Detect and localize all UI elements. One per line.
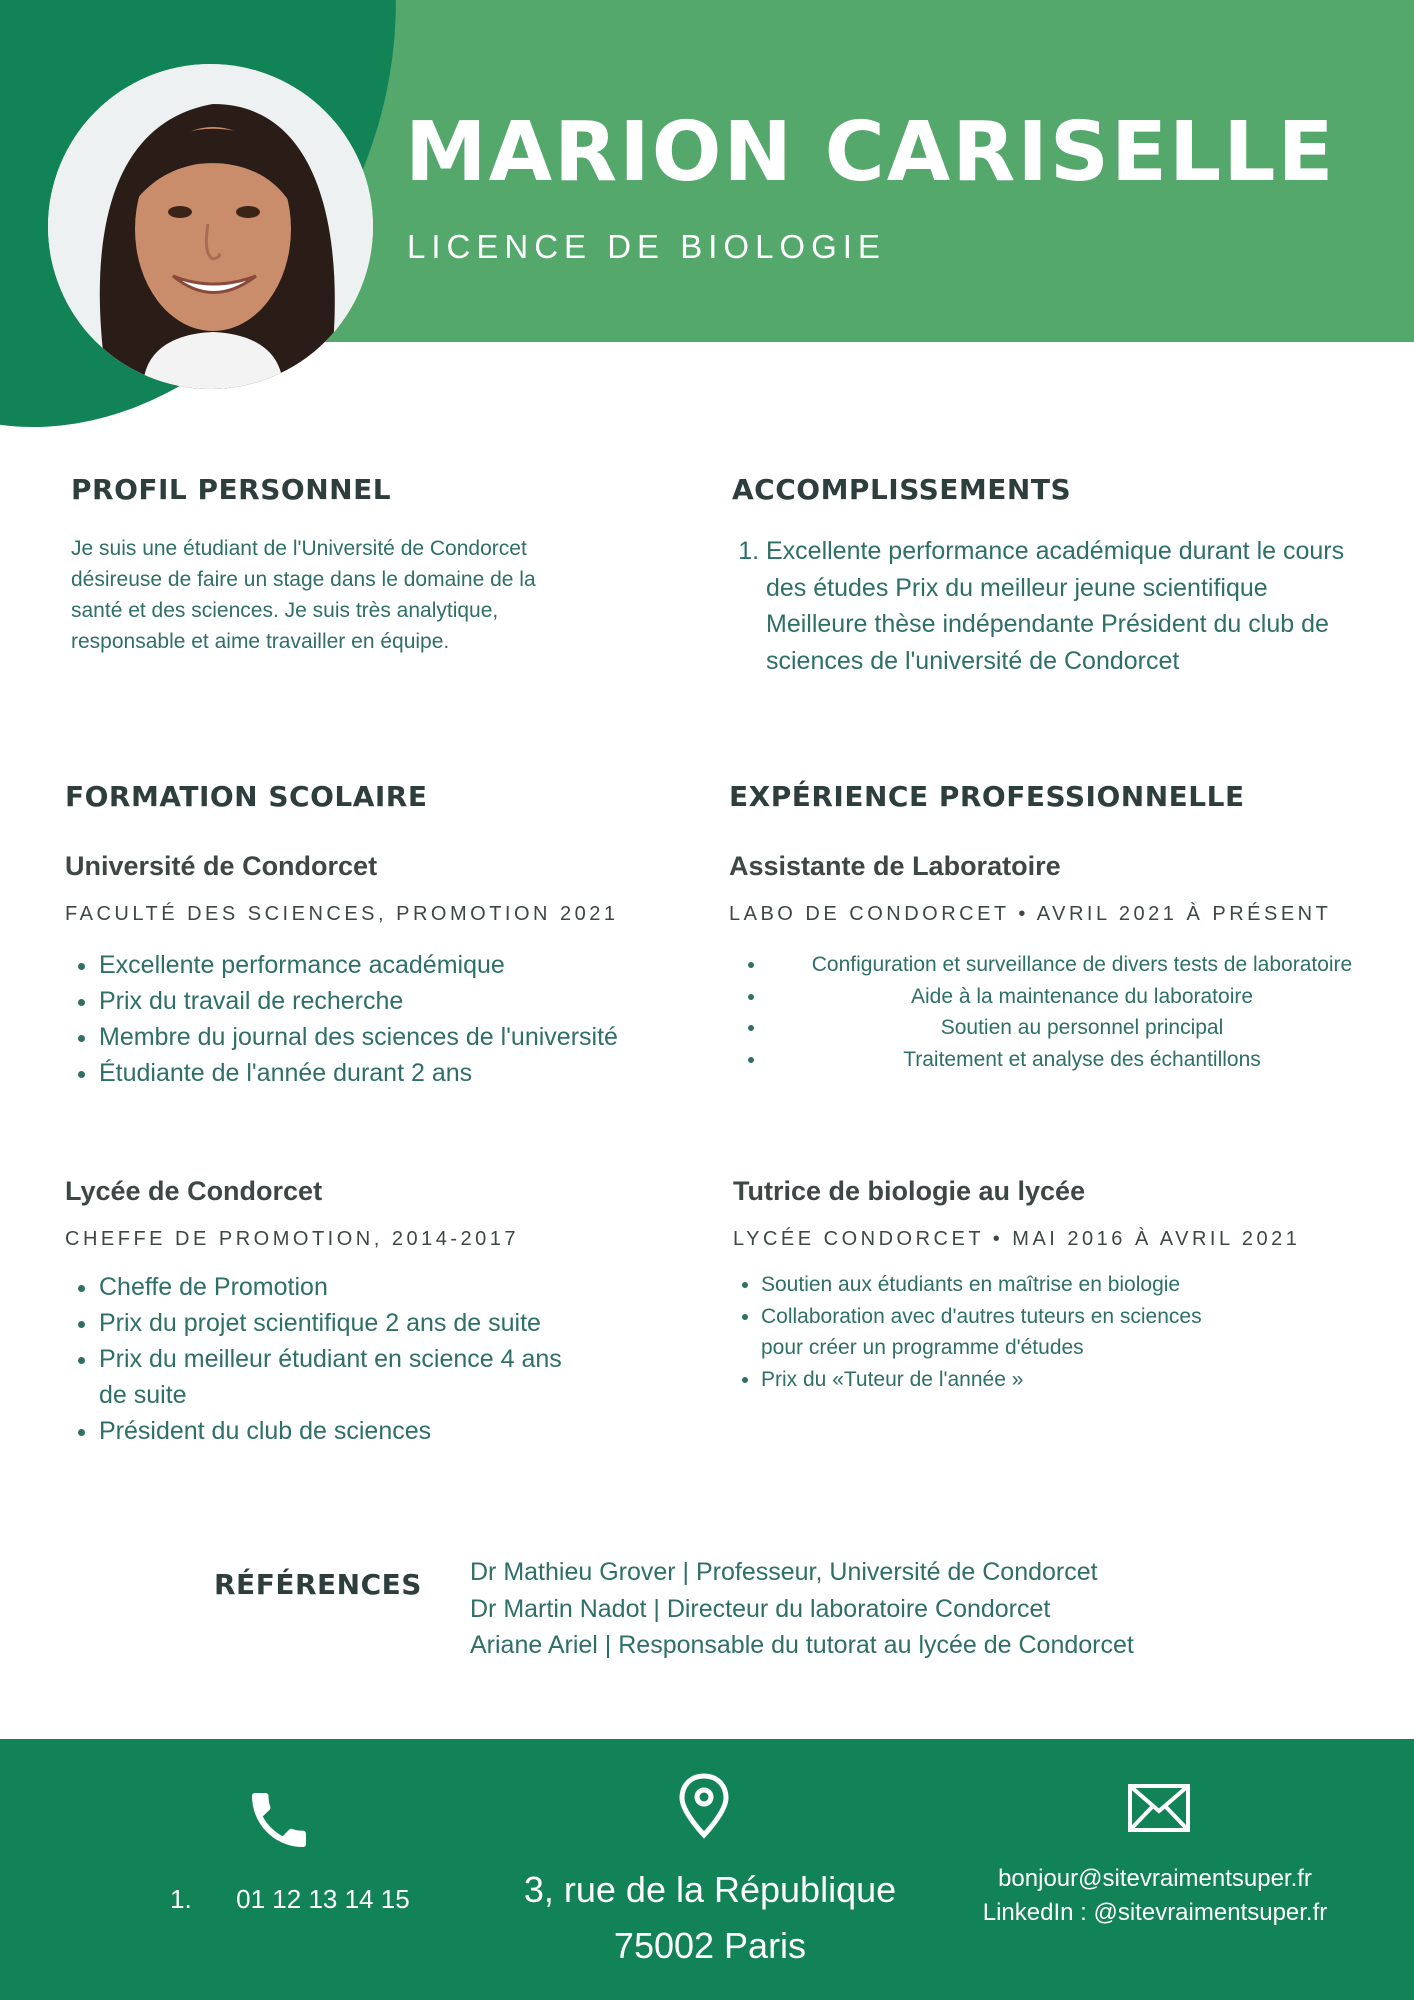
reference-line: Dr Martin Nadot | Directeur du laboratoire Condorcet [470,1594,1051,1623]
reference-line: Dr Mathieu Grover | Professeur, Université de Condorcet [470,1558,1098,1586]
accomplishment-item: 1. Excellente performance académique durant le cours des études Prix du meilleur jeune scientifique Meilleure thèse indépendante Président du club de sciences de l'université de Condorcet [766,533,1356,679]
accomplishments-list [730,533,1356,679]
list-item: • Soutien aux étudiants en maîtrise en biologie [761,1269,1231,1301]
list-item: • Étudiante de l'année durant 2 ans [99,1055,719,1091]
education-list [65,947,719,1091]
address-street: 3, rue de la République [523,1869,897,1910]
profile-heading: PROFIL PERSONNEL [71,473,392,506]
linkedin-link[interactable]: LinkedIn : @sitevraimentsuper.fr [982,1899,1328,1926]
address-block [460,1862,960,1974]
envelope-icon [1127,1783,1191,1833]
phone-line [170,1884,410,1915]
experience-meta: LYCÉE CONDORCET • MAI 2016 À AVRIL 2021 [733,1228,1301,1250]
email-link[interactable]: bonjour@sitevraimentsuper.fr [998,1865,1312,1892]
education-meta: CHEFFE DE PROMOTION, 2014-2017 [65,1228,519,1250]
education-school: Lycée de Condorcet [65,1176,323,1206]
contact-online [950,1862,1360,1930]
phone-icon [243,1784,315,1856]
education-school: Université de Condorcet [65,851,378,881]
phone-index: 1. [170,1884,192,1914]
profile-text: Je suis une étudiant de l'Université de Condorcet désireuse de faire un stage dans le domaine de la santé et des sciences. Je suis très analytique, responsable et aime travailler en équipe. [71,537,536,653]
portrait-illustration [48,64,373,389]
location-pin-icon [678,1772,730,1840]
list-item: • Membre du journal des sciences de l'université [99,1019,719,1055]
experience-role: Assistante de Laboratoire [729,851,1061,881]
list-item: • Président du club de sciences [99,1413,569,1449]
experience-list [733,949,1397,1075]
address-city: 75002 Paris [613,1925,807,1966]
experience-heading: EXPÉRIENCE PROFESSIONNELLE [729,780,1245,813]
experience-meta: LABO DE CONDORCET • AVRIL 2021 À PRÉSENT [729,903,1332,925]
list-item: • Configuration et surveillance de divers tests de laboratoire [767,949,1397,981]
accomplishments-heading: ACCOMPLISSEMENTS [732,473,1072,506]
list-item: • Traitement et analyse des échantillons [767,1044,1397,1076]
candidate-name: MARION CARISELLE [405,105,1336,200]
list-item: • Prix du projet scientifique 2 ans de suite [99,1305,569,1341]
list-item: • Prix du «Tuteur de l'année » [761,1364,1231,1396]
reference-line: Ariane Ariel | Responsable du tutorat au lycée de Condorcet [470,1631,1134,1659]
list-item: • Cheffe de Promotion [99,1269,569,1305]
experience-list [727,1269,1231,1395]
candidate-degree: LICENCE DE BIOLOGIE [407,228,886,265]
list-item: • Prix du travail de recherche [99,983,719,1019]
list-item: • Aide à la maintenance du laboratoire [767,981,1397,1013]
education-meta: FACULTÉ DES SCIENCES, PROMOTION 2021 [65,903,619,925]
education-heading: FORMATION SCOLAIRE [65,780,428,813]
education-list [65,1269,569,1449]
list-item: • Collaboration avec d'autres tuteurs en sciences pour créer un programme d'études [761,1301,1231,1364]
references-list [470,1554,1134,1664]
list-item: • Excellente performance académique [99,947,719,983]
list-item: • Prix du meilleur étudiant en science 4 ans de suite [99,1341,569,1413]
experience-role: Tutrice de biologie au lycée [733,1176,1086,1206]
references-heading: RÉFÉRENCES [214,1568,422,1601]
list-item: • Soutien au personnel principal [767,1012,1397,1044]
phone-number[interactable]: 01 12 13 14 15 [236,1884,410,1914]
profile-photo [48,64,373,389]
